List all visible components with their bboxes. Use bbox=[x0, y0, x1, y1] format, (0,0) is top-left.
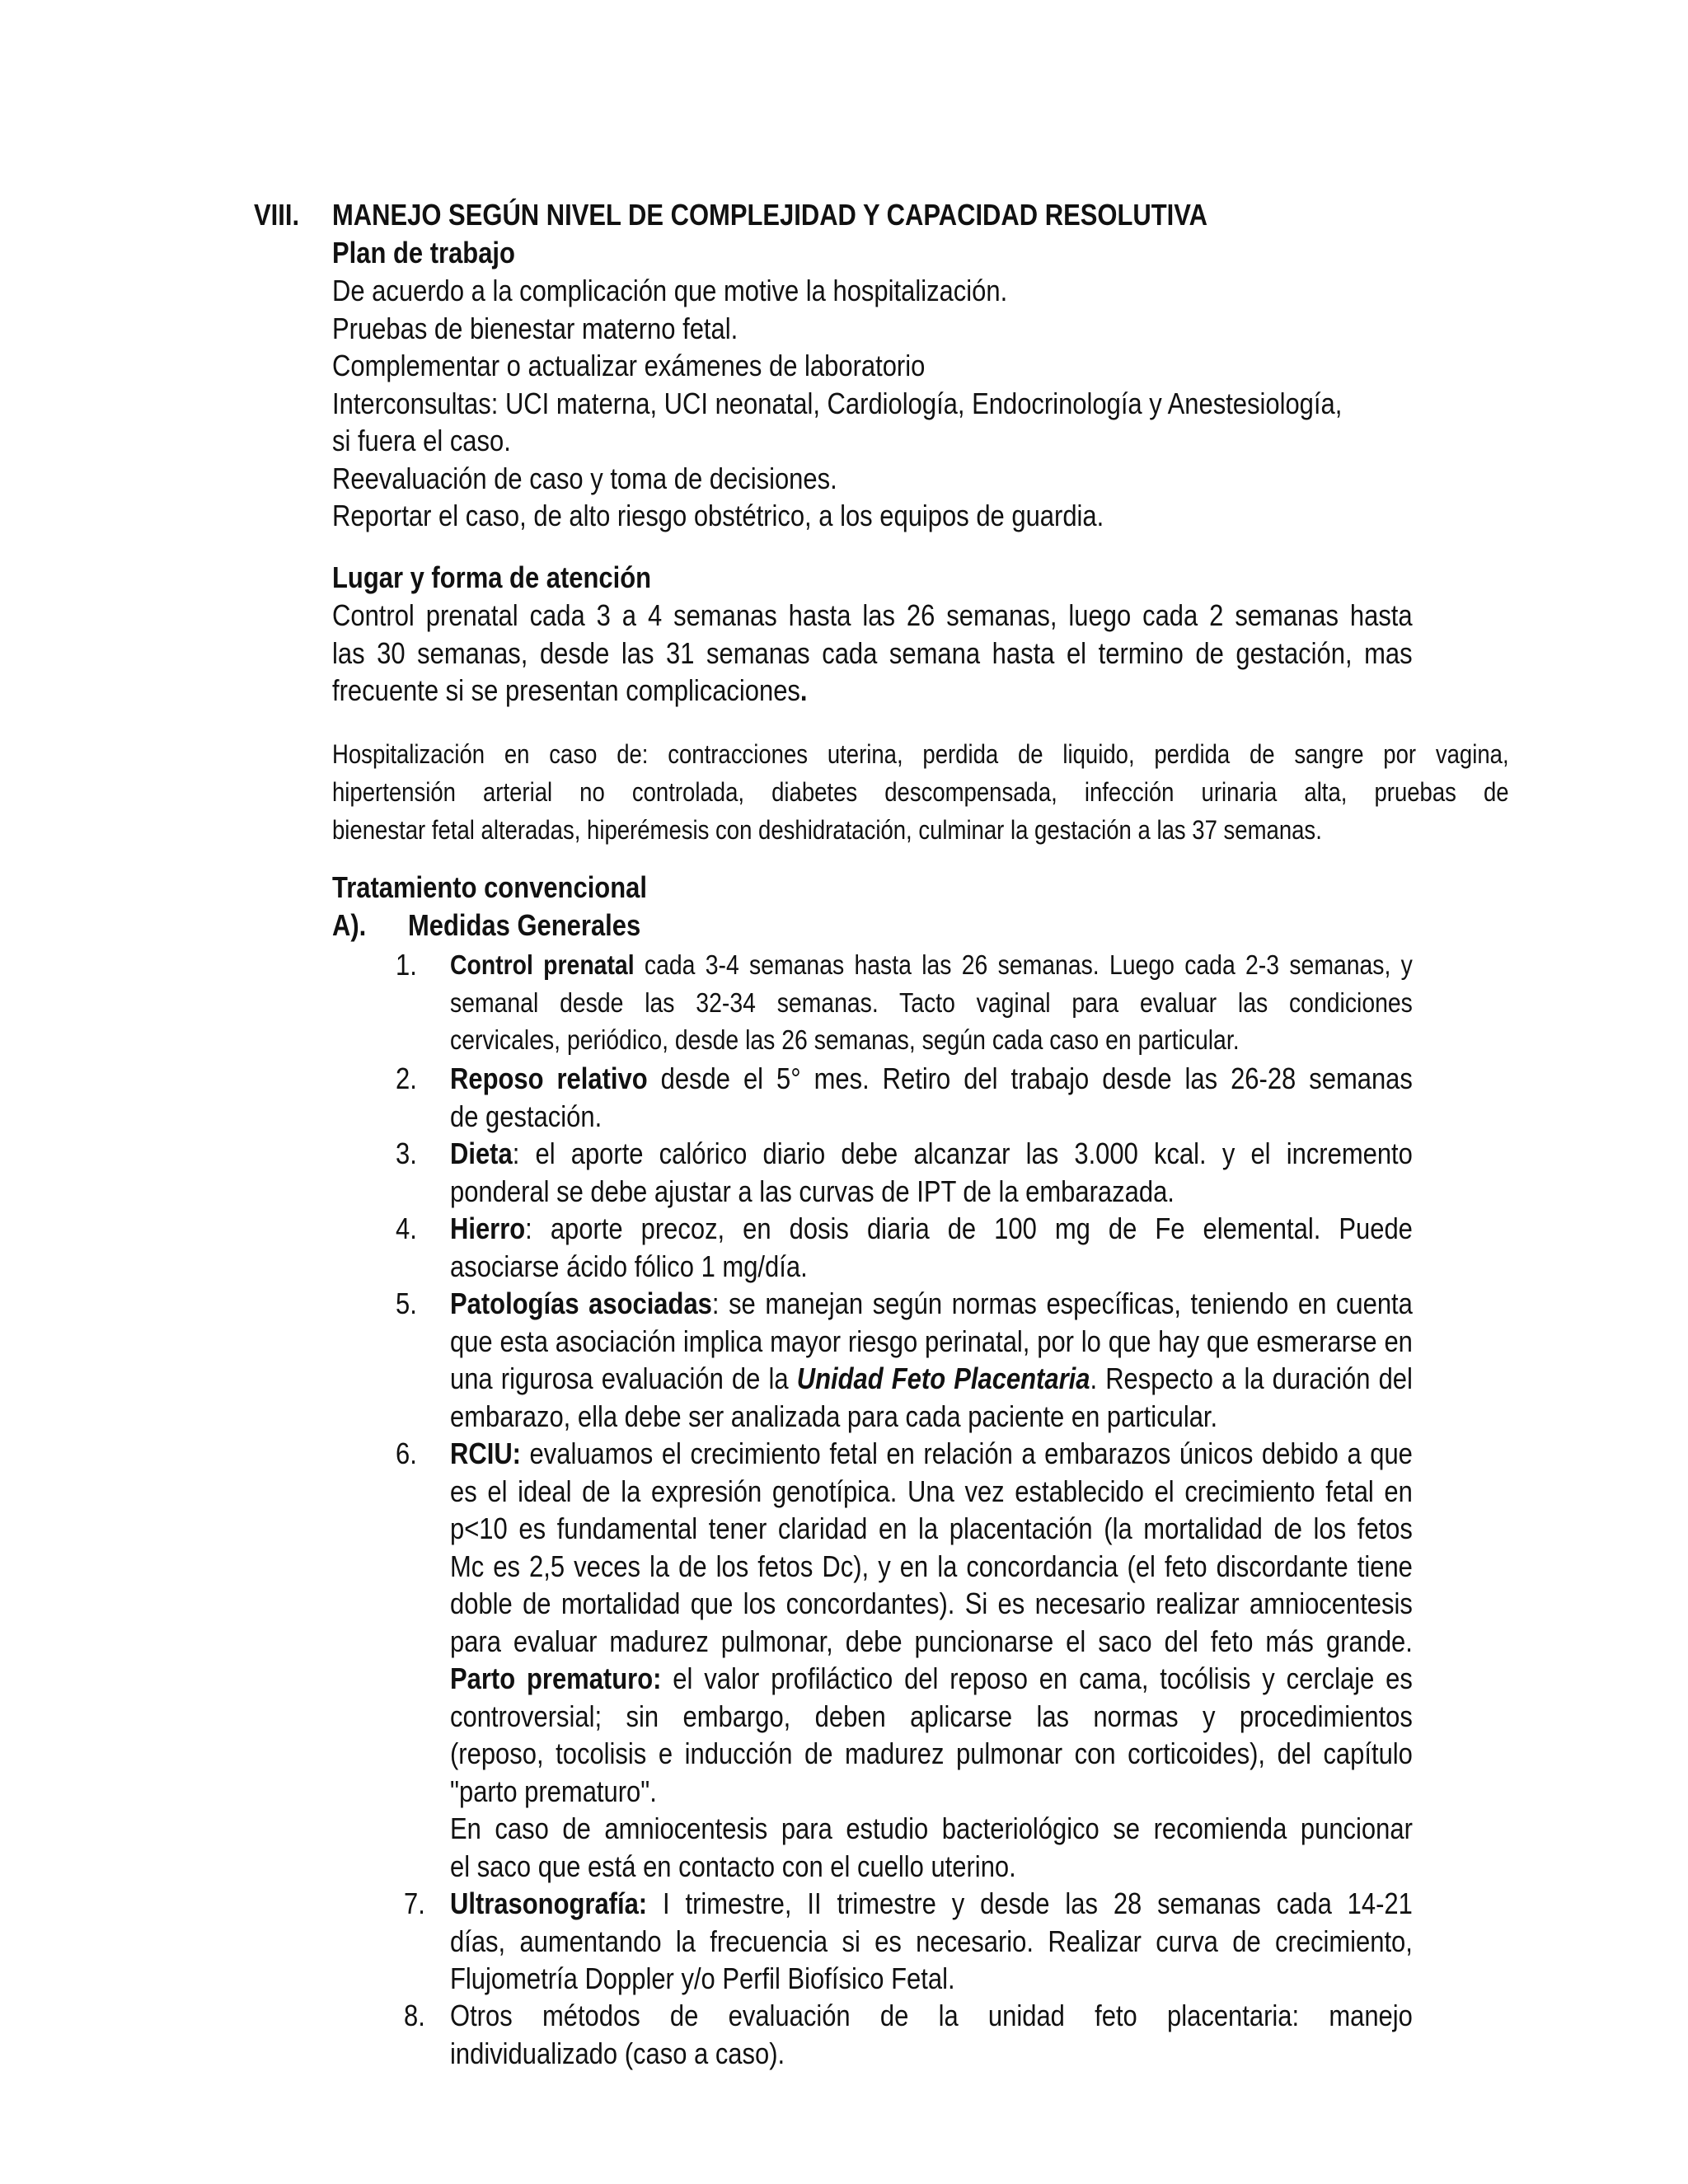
item-text: Control prenatal cada 3-4 semanas hasta las 26 semanas. Luego cada 2-3 semanas, y semanal desde las 32-34 semanas. Tacto vaginal para evaluar las condiciones cervicales, periódico, desde las 26 semanas, según cada caso en particular. bbox=[450, 949, 1413, 1055]
section-number: VIII. bbox=[254, 198, 300, 232]
tratamiento-heading: Tratamiento convencional bbox=[332, 870, 647, 904]
plan-line: si fuera el caso. bbox=[332, 424, 511, 457]
plan-block bbox=[332, 234, 1343, 535]
hosp-line: hipertensión arterial no controlada, diabetes descompensada, infección urinaria alta, pruebas de bbox=[332, 777, 1509, 807]
item-text: Patologías asociadas: se manejan según normas específicas, teniendo en cuenta que esta asociación implica mayor riesgo perinatal, por lo que hay que esmerarse en una rigurosa evaluación de la Unidad Feto Placentaria. Respecto a la duración del embarazo, ella debe ser analizada para cada paciente en particular. bbox=[450, 1286, 1413, 1433]
hospitalizacion-block bbox=[332, 735, 1509, 849]
item-number: 1. bbox=[396, 948, 417, 982]
item-number: 8. bbox=[404, 1999, 425, 2032]
item-number: 3. bbox=[396, 1137, 417, 1170]
item-number: 5. bbox=[396, 1286, 417, 1320]
item-text: Dieta: el aporte calórico diario debe alcanzar las 3.000 kcal. y el incremento ponderal se debe ajustar a las curvas de IPT de la embarazada. bbox=[450, 1137, 1413, 1208]
section-title: MANEJO SEGÚN NIVEL DE COMPLEJIDAD Y CAPACIDAD RESOLUTIVA bbox=[332, 198, 1207, 232]
item-text: Otros métodos de evaluación de la unidad feto placentaria: manejo individualizado (caso a caso). bbox=[450, 1999, 1413, 2070]
item-text: Ultrasonografía: I trimestre, II trimestre y desde las 28 semanas cada 14-21 días, aumentando la frecuencia si es necesario. Realizar curva de crecimiento, Flujometría Doppler y/o Perfil Biofísico Fetal. bbox=[450, 1886, 1413, 1995]
subsection-title: Medidas Generales bbox=[408, 908, 641, 942]
plan-line: Reevaluación de caso y toma de decisiones. bbox=[332, 461, 837, 495]
hosp-line: Hospitalización en caso de: contracciones uterina, perdida de liquido, perdida de sangre por vagina, bbox=[332, 739, 1509, 769]
item-text: Hierro: aporte precoz, en dosis diaria de 100 mg de Fe elemental. Puede asociarse ácido fólico 1 mg/día. bbox=[450, 1212, 1413, 1283]
item-number: 7. bbox=[404, 1886, 425, 1920]
item-text: RCIU: evaluamos el crecimiento fetal en relación a embarazos únicos debido a que es el ideal de la expresión genotípica. Una vez establecido el crecimiento fetal en p<10 es fundamental tener claridad en la placentación (la mortalidad de los fetos Mc es 2,5 veces la de los fetos Dc), y en la concordancia (el feto discordante tiene doble de mortalidad que los concordantes). Si es necesario realizar amniocentesis para evaluar madurez pulmonar, debe puncionarse el saco del feto más grande. Parto prematuro: el valor profiláctico del reposo en cama, tocólisis y cerclaje es controversial; sin embargo, deben aplicarse las normas y procedimientos (reposo, tocolisis e inducción de madurez pulmonar con corticoides), del capítulo "parto prematuro". En caso de amniocentesis para estudio bacteriológico se recomienda puncionar el saco que está en contacto con el cuello uterino. bbox=[450, 1436, 1413, 1883]
para-line: Control prenatal cada 3 a 4 semanas hasta las 26 semanas, luego cada 2 semanas hasta bbox=[332, 598, 1413, 632]
lugar-heading: Lugar y forma de atención bbox=[332, 560, 652, 594]
plan-line: De acuerdo a la complicación que motive la hospitalización. bbox=[332, 274, 1008, 307]
lugar-block bbox=[332, 559, 1413, 710]
subsection-number: A). bbox=[332, 908, 367, 942]
item-text: Reposo relativo desde el 5° mes. Retiro del trabajo desde las 26-28 semanas de gestación. bbox=[450, 1062, 1413, 1133]
item-number: 6. bbox=[396, 1436, 417, 1470]
plan-line: Reportar el caso, de alto riesgo obstétrico, a los equipos de guardia. bbox=[332, 499, 1104, 532]
hosp-line: bienestar fetal alteradas, hiperémesis con deshidratación, culminar la gestación a las 37 semanas. bbox=[332, 815, 1322, 845]
item-number: 4. bbox=[396, 1212, 417, 1245]
plan-line: Pruebas de bienestar materno fetal. bbox=[332, 311, 738, 345]
plan-line: Interconsultas: UCI materna, UCI neonatal, Cardiología, Endocrinología y Anestesiología, bbox=[332, 386, 1343, 420]
lugar-paragraph bbox=[332, 597, 1413, 710]
para-line: frecuente si se presentan complicaciones. bbox=[332, 673, 808, 707]
plan-line: Complementar o actualizar exámenes de laboratorio bbox=[332, 349, 926, 382]
item-number: 2. bbox=[396, 1062, 417, 1095]
plan-heading: Plan de trabajo bbox=[332, 236, 515, 269]
hosp-paragraph bbox=[332, 735, 1509, 849]
para-line: las 30 semanas, desde las 31 semanas cada semana hasta el termino de gestación, mas bbox=[332, 635, 1413, 670]
